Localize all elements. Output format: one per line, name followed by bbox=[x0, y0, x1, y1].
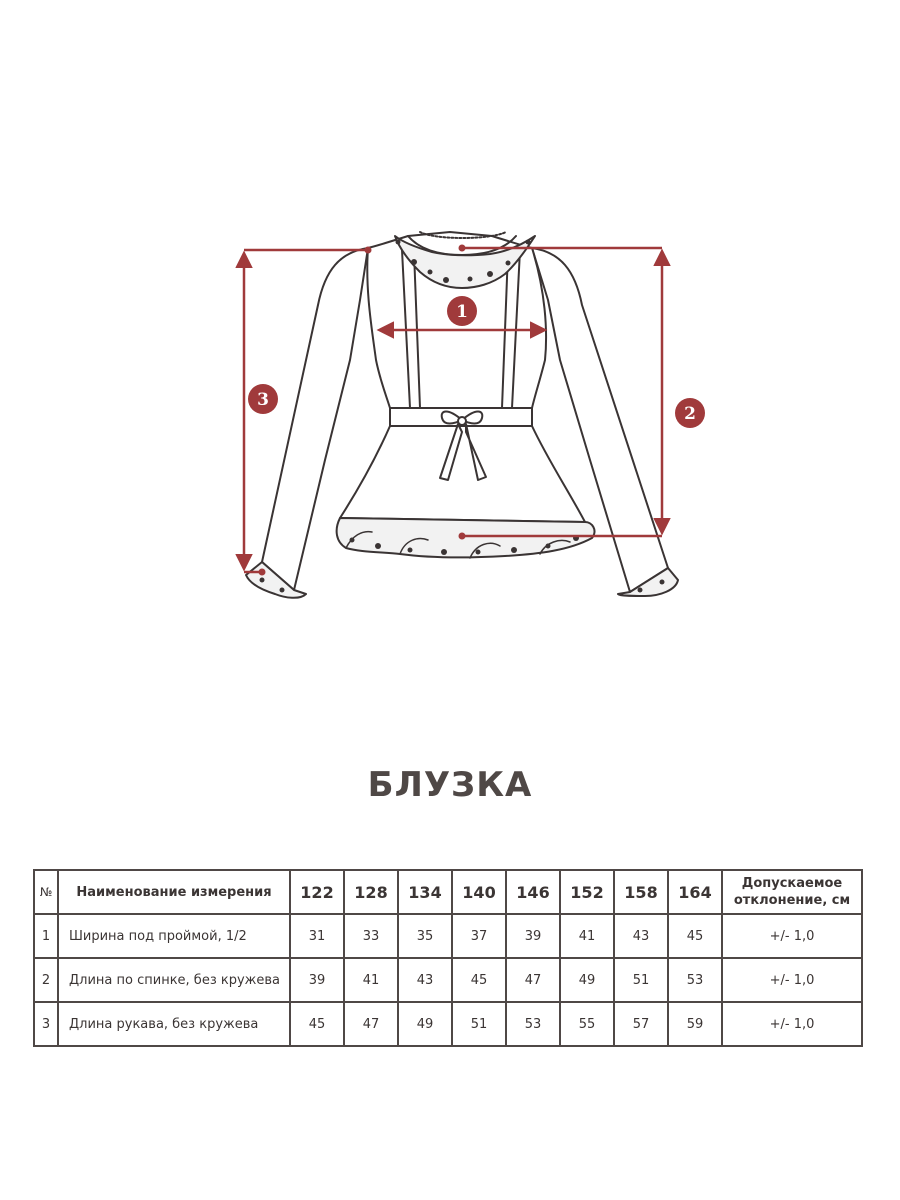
header-size: 128 bbox=[344, 870, 398, 914]
measurement-name: Длина рукава, без кружева bbox=[58, 1002, 290, 1046]
header-size: 158 bbox=[614, 870, 668, 914]
size-value: 47 bbox=[344, 1002, 398, 1046]
size-value: 35 bbox=[398, 914, 452, 958]
header-size: 134 bbox=[398, 870, 452, 914]
header-size: 140 bbox=[452, 870, 506, 914]
tolerance-value: +/- 1,0 bbox=[722, 1002, 862, 1046]
tolerance-value: +/- 1,0 bbox=[722, 914, 862, 958]
marker-2-label: 2 bbox=[684, 404, 696, 424]
marker-3-label: 3 bbox=[257, 390, 269, 410]
peplum bbox=[340, 426, 585, 522]
marker-1-label: 1 bbox=[456, 302, 468, 322]
size-value: 51 bbox=[614, 958, 668, 1002]
size-value: 49 bbox=[398, 1002, 452, 1046]
header-number: № bbox=[34, 870, 58, 914]
row-number: 3 bbox=[34, 1002, 58, 1046]
measurement-name: Длина по спинке, без кружева bbox=[58, 958, 290, 1002]
marker-1 bbox=[447, 296, 477, 326]
marker-2 bbox=[675, 398, 705, 428]
table-row bbox=[34, 914, 862, 958]
size-value: 45 bbox=[668, 914, 722, 958]
size-value: 57 bbox=[614, 1002, 668, 1046]
size-value: 43 bbox=[398, 958, 452, 1002]
header-tolerance bbox=[722, 870, 862, 914]
table-row bbox=[34, 1002, 862, 1046]
size-value: 53 bbox=[506, 1002, 560, 1046]
size-value: 51 bbox=[452, 1002, 506, 1046]
size-value: 49 bbox=[560, 958, 614, 1002]
size-value: 55 bbox=[560, 1002, 614, 1046]
size-value: 47 bbox=[506, 958, 560, 1002]
size-value: 45 bbox=[452, 958, 506, 1002]
header-size: 146 bbox=[506, 870, 560, 914]
blouse-outline bbox=[246, 232, 678, 598]
header-size: 122 bbox=[290, 870, 344, 914]
size-value: 39 bbox=[290, 958, 344, 1002]
size-value: 37 bbox=[452, 914, 506, 958]
tolerance-value: +/- 1,0 bbox=[722, 958, 862, 1002]
hem-ruffle bbox=[337, 518, 595, 557]
row-number: 2 bbox=[34, 958, 58, 1002]
size-value: 45 bbox=[290, 1002, 344, 1046]
header-size: 164 bbox=[668, 870, 722, 914]
size-value: 33 bbox=[344, 914, 398, 958]
size-value: 39 bbox=[506, 914, 560, 958]
header-size: 152 bbox=[560, 870, 614, 914]
table-header-row bbox=[34, 870, 862, 914]
row-number: 1 bbox=[34, 914, 58, 958]
header-measurement-name: Наименование измерения bbox=[58, 870, 290, 914]
marker-3 bbox=[248, 384, 278, 414]
measurement-name: Ширина под проймой, 1/2 bbox=[58, 914, 290, 958]
size-chart-table bbox=[33, 869, 863, 1047]
size-value: 41 bbox=[560, 914, 614, 958]
table-row bbox=[34, 958, 862, 1002]
header-tolerance-line2: отклонение, см bbox=[733, 893, 851, 908]
size-value: 43 bbox=[614, 914, 668, 958]
size-value: 53 bbox=[668, 958, 722, 1002]
size-value: 59 bbox=[668, 1002, 722, 1046]
header-tolerance-line1: Допускаемое bbox=[741, 876, 843, 891]
page-title: БЛУЗКА bbox=[367, 765, 533, 805]
size-value: 41 bbox=[344, 958, 398, 1002]
size-value: 31 bbox=[290, 914, 344, 958]
